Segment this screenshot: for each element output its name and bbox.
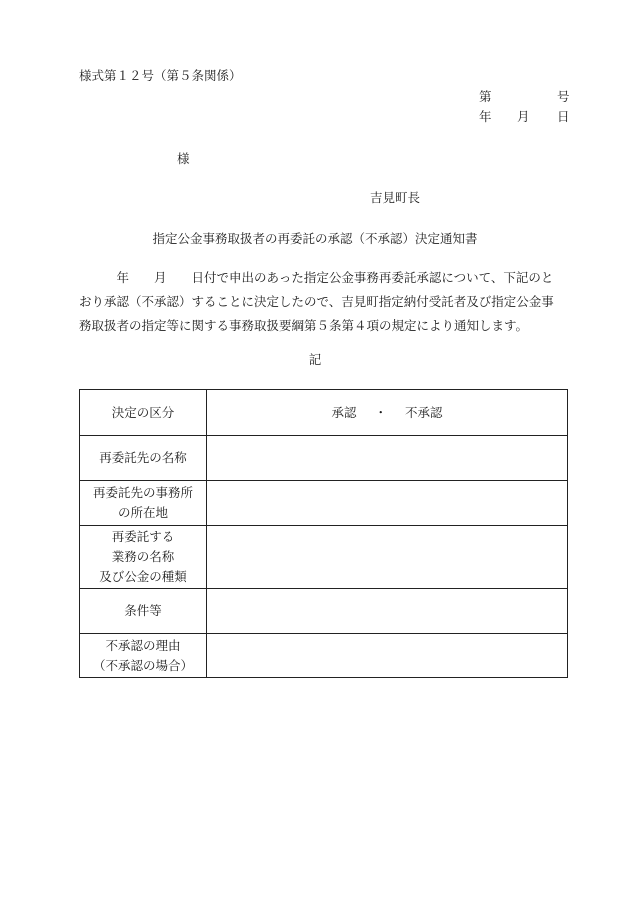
date-day-label: 日	[557, 109, 570, 124]
row-label-line: の所在地	[117, 505, 168, 520]
row-label	[80, 634, 207, 678]
date-year-label: 年	[479, 109, 492, 124]
row-label-line: 業務の名称	[111, 549, 175, 564]
table-row-conditions	[80, 589, 568, 634]
date-month-label: 月	[517, 109, 530, 124]
notice-body-line: おり承認（不承認）することに決定したので、吉見町指定納付受託者及び指定公金事	[79, 294, 554, 309]
row-label-line: 及び公金の種類	[99, 569, 187, 584]
option-separator: ・	[374, 404, 387, 420]
decision-table	[79, 389, 568, 678]
row-value-blank	[207, 526, 568, 589]
row-label	[80, 589, 207, 634]
decision-type-value	[207, 390, 568, 436]
document-number-suffix: 号	[557, 89, 570, 104]
row-label	[80, 436, 207, 481]
table-row-subcontractor-address	[80, 481, 568, 526]
row-label	[80, 526, 207, 589]
table-row-subcontractor-name	[80, 436, 568, 481]
table-row-subcontracted-work	[80, 526, 568, 589]
row-label	[80, 481, 207, 526]
table-row-disapproval-reason	[80, 634, 568, 678]
row-label-line: 再委託先の事務所	[92, 485, 193, 500]
row-label	[80, 390, 207, 436]
row-value-blank	[207, 481, 568, 526]
sender-name: 吉見町長	[370, 190, 421, 205]
table-row-decision-type	[80, 390, 568, 436]
row-value-blank	[207, 634, 568, 678]
document-number-label: 第	[479, 89, 492, 104]
row-label-line: 不承認の理由	[105, 637, 181, 653]
row-label-line: 再委託する	[111, 529, 175, 544]
row-value-blank	[207, 436, 568, 481]
document-title: 指定公金事務取扱者の再委託の承認（不承認）決定通知書	[152, 231, 478, 246]
row-label-line: （不承認の場合）	[92, 657, 193, 673]
notice-body-line: 年 月 日付で申出のあった指定公金事務再委託承認について、下記のと	[79, 270, 554, 285]
row-label-line: 条件等	[124, 603, 162, 618]
row-label-line: 再委託先の名称	[99, 450, 187, 465]
row-value-blank	[207, 589, 568, 634]
recipient-honorific: 様	[177, 151, 190, 166]
notice-body-line: 務取扱者の指定等に関する事務取扱要綱第５条第４項の規定により通知します。	[79, 318, 529, 333]
notice-body	[79, 266, 569, 338]
ki-heading: 記	[308, 352, 322, 367]
approval-option: 承認	[331, 404, 357, 420]
form-number: 様式第１２号（第５条関係）	[79, 68, 242, 83]
disapproval-option: 不承認	[405, 404, 443, 420]
row-label-line: 決定の区分	[111, 404, 175, 420]
